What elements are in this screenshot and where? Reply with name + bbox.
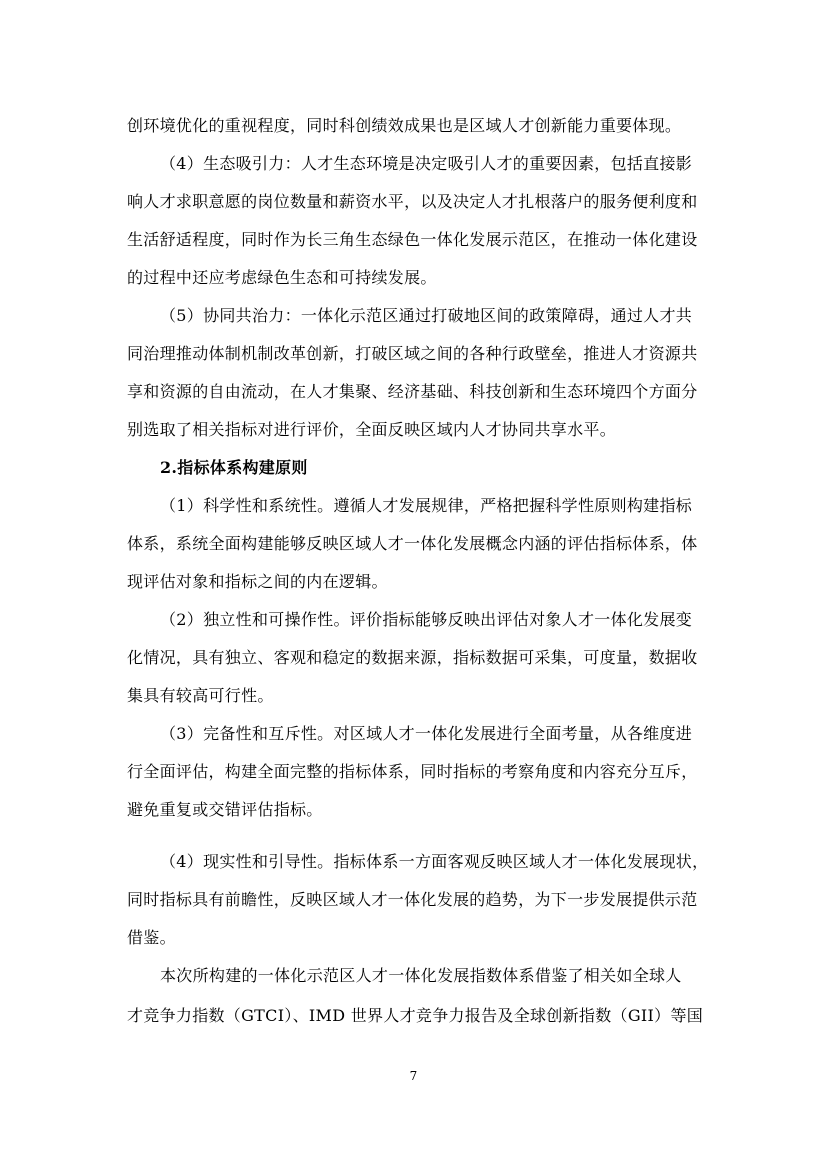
text-line: （5）协同共治力：一体化示范区通过打破地区间的政策障碍，通过人才共 [160,306,693,325]
text-line: （3）完备性和互斥性。对区域人才一体化发展进行全面考量，从各维度进 [160,724,693,743]
text-line: （1）科学性和系统性。遵循人才发展规律，严格把握科学性原则构建指标 [160,496,693,515]
text-line: 避免重复或交错评估指标。 [127,800,323,819]
text-line: 响人才求职意愿的岗位数量和薪资水平，以及决定人才扎根落户的服务便利度和 [127,192,698,211]
text-line: 别选取了相关指标对进行评价，全面反映区域内人才协同共享水平。 [127,420,617,439]
text-line: 创环境优化的重视程度，同时科创绩效成果也是区域人才创新能力重要体现。 [127,116,682,135]
text-line: 同时指标具有前瞻性，反映区域人才一体化发展的趋势，为下一步发展提供示范 [127,890,698,909]
text-line: 借鉴。 [127,928,176,947]
text-line: 集具有较高可行性。 [127,686,274,705]
text-line: （4）现实性和引导性。指标体系一方面客观反映区域人才一体化发展现状， [160,852,709,871]
text-line: （2）独立性和可操作性。评价指标能够反映出评估对象人才一体化发展变 [160,610,693,629]
page-number: 7 [409,1069,418,1083]
text-line: （4）生态吸引力：人才生态环境是决定吸引人才的重要因素，包括直接影 [160,154,693,173]
text-line: 行全面评估，构建全面完整的指标体系，同时指标的考察角度和内容充分互斥， [127,762,698,781]
text-line: 才竞争力指数（GTCI）、IMD 世界人才竞争力报告及全球创新指数（GII）等国 [127,1006,704,1025]
text-line: 同治理推动体制机制改革创新，打破区域之间的各种行政壁垒，推进人才资源共 [127,344,698,363]
text-line: 本次所构建的一体化示范区人才一体化发展指数体系借鉴了相关如全球人 [160,966,682,985]
text-line: 化情况，具有独立、客观和稳定的数据来源，指标数据可采集，可度量，数据收 [127,648,698,667]
text-line: 体系，系统全面构建能够反映区域人才一体化发展概念内涵的评估指标体系，体 [127,534,698,553]
section-heading: 2.指标体系构建原则 [160,458,308,477]
text-line: 享和资源的自由流动，在人才集聚、经济基础、科技创新和生态环境四个方面分 [127,382,698,401]
text-line: 的过程中还应考虑绿色生态和可持续发展。 [127,268,437,287]
text-line: 现评估对象和指标之间的内在逻辑。 [127,572,388,591]
text-line: 生活舒适程度，同时作为长三角生态绿色一体化发展示范区，在推动一体化建设 [127,230,698,249]
